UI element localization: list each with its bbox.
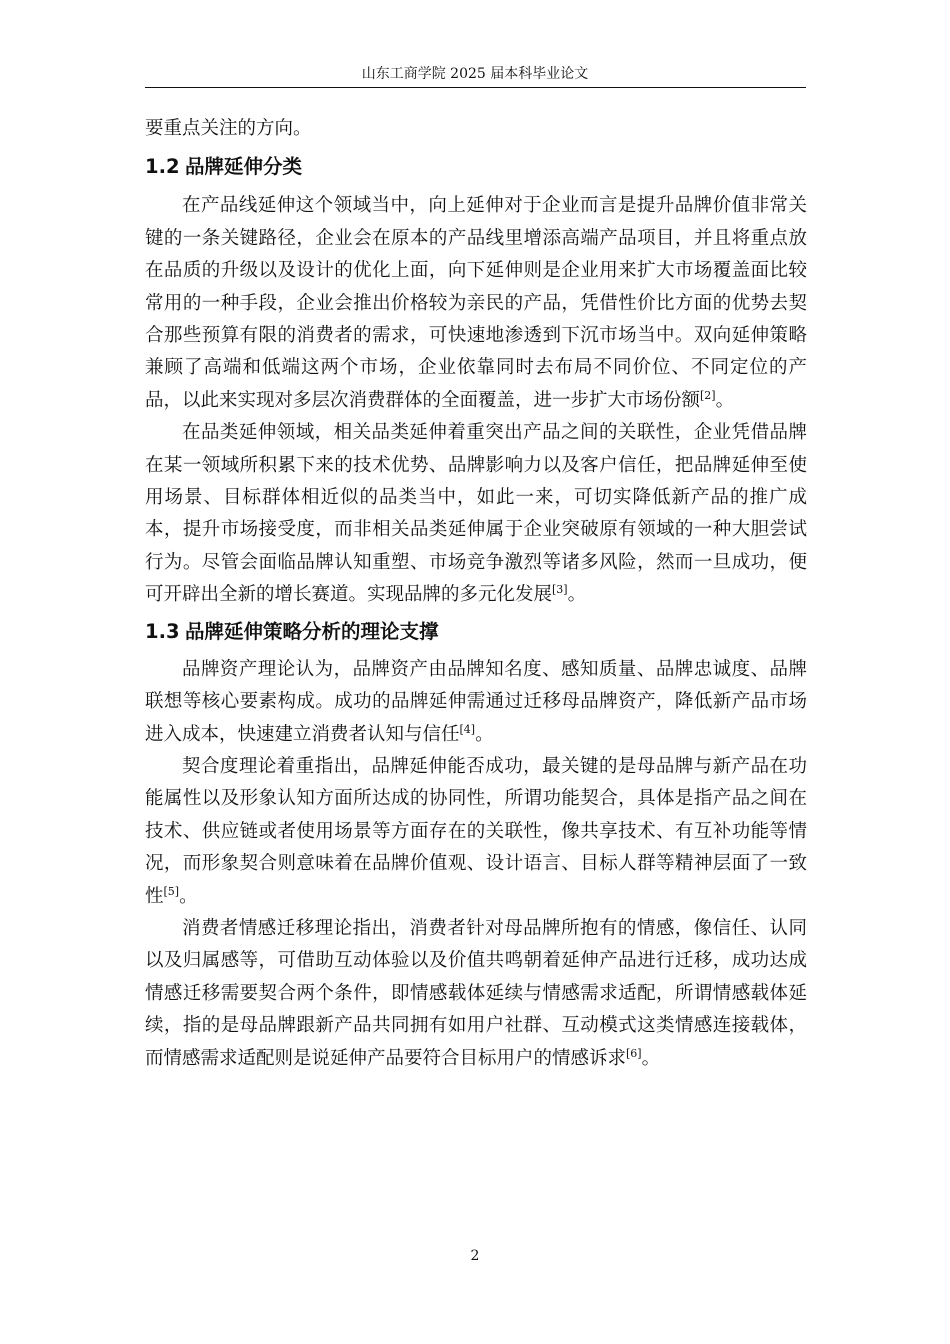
section-title: 品牌延伸分类	[185, 155, 303, 179]
paragraph-continuation: 要重点关注的方向。	[145, 118, 312, 139]
section-number: 1.3	[145, 619, 180, 643]
section-title: 品牌延伸策略分析的理论支撑	[185, 619, 439, 643]
citation: [2]	[700, 388, 716, 402]
paragraph-product-line-extension: 在产品线延伸这个领域当中，向上延伸对于企业而言是提升品牌价值非常关键的一条关键路径，企业会在原本的产品线里增添高端产品项目，并且将重点放在品质的升级以及设计的优化上面，向下延伸则是企业用来扩大市场覆盖面比较常用的一种手段，企业会推出价格较为亲民的产品，凭借性价比方面的优势去契合那些预算有限的消费者的需求，可快速地渗透到下沉市场当中。双向延伸策略兼顾了高端和低端这两个市场，企业依靠同时去布局不同价位、不同定位的产品，以此来实现对多层次消费群体的全面覆盖，进一步扩大市场份额[2]。	[145, 195, 807, 411]
citation: [5]	[163, 884, 180, 898]
section-heading-1-2	[145, 151, 807, 183]
page-number: 2	[470, 1248, 480, 1264]
citation: [6]	[626, 1046, 642, 1060]
paragraph-fit-theory: 契合度理论着重指出，品牌延伸能否成功，最关键的是母品牌与新产品在功能属性以及形象认知方面所达成的协同性，所谓功能契合，具体是指产品之间在技术、供应链或者使用场景等方面存在的关联性，像共享技术、有互补功能等情况，而形象契合则意味着在品牌价值观、设计语言、目标人群等精神层面了一致性[5]。	[145, 755, 807, 907]
citation: [4]	[459, 722, 476, 736]
paragraph-brand-equity-theory: 品牌资产理论认为，品牌资产由品牌知名度、感知质量、品牌忠诚度、品牌联想等核心要素构成。成功的品牌延伸需通过迁移母品牌资产，降低新产品市场进入成本，快速建立消费者认知与信任[4]。	[145, 658, 807, 745]
section-heading-1-3	[145, 616, 807, 648]
paragraph-category-extension: 在品类延伸领域，相关品类延伸着重突出产品之间的关联性，企业凭借品牌在某一领域所积累下来的技术优势、品牌影响力以及客户信任，把品牌延伸至使用场景、目标群体相近似的品类当中，如此一来，可切实降低新产品的推广成本，提升市场接受度，而非相关品类延伸属于企业突破原有领域的一种大胆尝试行为。尽管会面临品牌认知重塑、市场竞争激烈等诸多风险，然而一旦成功，便可开辟出全新的增长赛道。实现品牌的多元化发展[3]。	[145, 422, 807, 606]
paragraph-emotion-transfer-theory: 消费者情感迁移理论指出，消费者针对母品牌所抱有的情感，像信任、认同以及归属感等，可借助互动体验以及价值共鸣朝着延伸产品进行迁移，成功达成情感迁移需要契合两个条件，即情感载体延续与情感需求适配，所谓情感载体延续，指的是母品牌跟新产品共同拥有如用户社群、互动模式这类情感连接载体，而情感需求适配则是说延伸产品要符合目标用户的情感诉求[6]。	[145, 917, 807, 1069]
running-header: 山东工商学院 2025 届本科毕业论文	[361, 66, 589, 82]
citation: [3]	[552, 583, 568, 597]
section-number: 1.2	[145, 155, 180, 179]
page-body	[145, 113, 807, 1075]
header-rule	[145, 87, 806, 88]
